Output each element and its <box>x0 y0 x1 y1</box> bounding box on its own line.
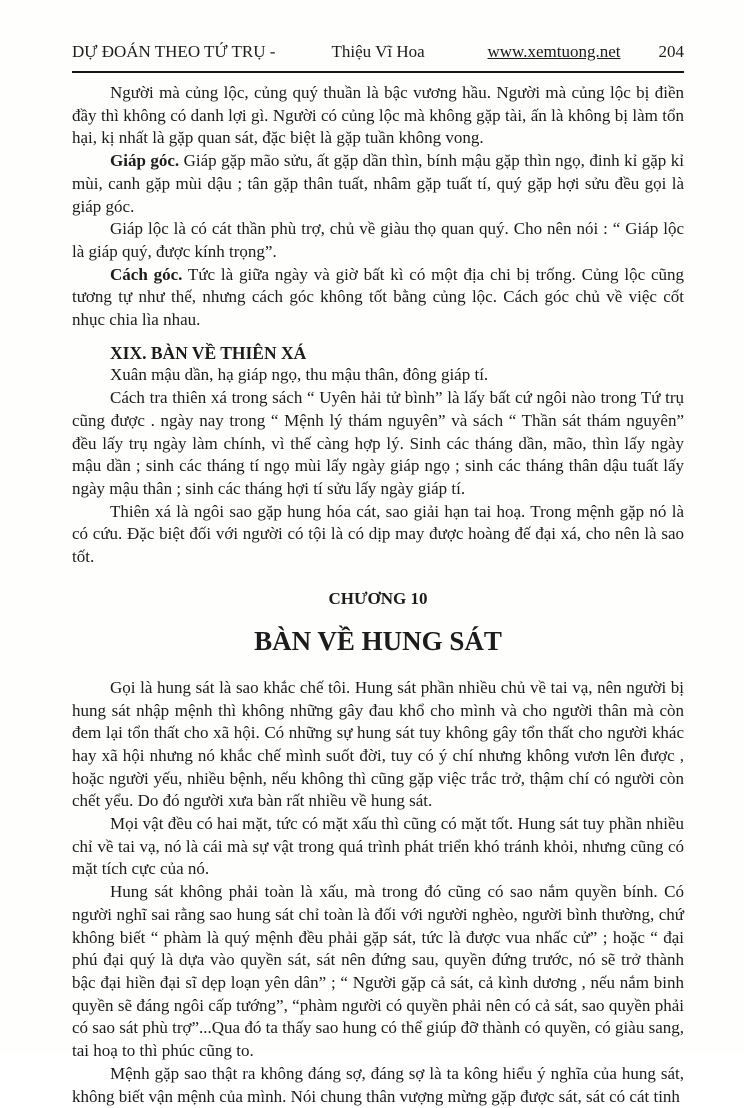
header-divider <box>72 71 684 73</box>
section-heading-thien-xa: XIX. BÀN VỀ THIÊN XÁ <box>110 342 307 363</box>
paragraph-giap-loc: Giáp lộc là có cát thần phù trợ, chủ về giàu thọ quan quý. Cho nên nói : “ Giáp lộc là giáp quý, được kính trọng”. <box>72 219 684 261</box>
paragraph-menh-gap: Mệnh gặp sao thật ra không đáng sợ, đáng sợ là ta kông hiểu ý nghĩa của hung sát, không biết vận mệnh của mình. Nói chung thân vượng mừng gặp được sát, sát có cát tinh <box>72 1063 684 1106</box>
paragraph-cung-loc: Người mà củng lộc, củng quý thuần là bậc vương hầu. Người mà củng lộc bị điền đầy thì không có danh lợi gì. Người có củng lộc mà không gặp tài, ấn là không bị làm tổn hại, kị nhất là gặp quan sát, đặc biệt là gặp tuần không vong. <box>72 83 684 148</box>
paragraph-cach-tra: Cách tra thiên xá trong sách “ Uyên hải tử bình” là lấy bất cứ ngôi nào trong Tứ trụ cũng được . ngày nay trong “ Mệnh lý thám nguyên” và sách “ Thần sát thám nguyên” đều lấy trụ ngày làm chính, vì thế càng hợp lý. Sinh các tháng dần, mão, thìn lấy ngày mậu dần ; sinh các tháng tí ngọ mùi lấy ngày giáp ngọ ; sinh các tháng thân dậu tuất lấy ngày mậu thân ; sinh các tháng hợi tí sửu lấy ngày giáp tí. <box>72 388 684 498</box>
paragraph-cach-goc <box>72 264 684 332</box>
page-header <box>72 42 684 62</box>
page-body <box>72 82 684 1108</box>
paragraph-lead-giap-goc: Giáp góc. <box>110 151 180 171</box>
paragraph-hung-sat-khong-phai: Hung sát không phải toàn là xấu, mà trong đó cũng có sao nắm quyền bính. Có người nghĩ sai rằng sao hung sát chỉ toàn là đối với người nghèo, người bình thường, chứ không biết “ phàm là quý mệnh đều phải gặp sát, tức là được vua nhấc cử” ; hoặc “ đại phú đại quý là dựa vào quyền sát, sát nên đứng sau, quyền đứng trước, nó sẽ trở thành bậc đại hiền đại sĩ dẹp loạn yên dân” ; “ Người gặp cả sát, cả kình dương , nếu nắm binh quyền sẽ đáng ngôi cấp tướng”, “phàm người có quyền phải nên có cả sát, sao quyền phải có sao sát phù trợ”...Qua đó ta thấy sao hung có thể giúp đỡ thành có quyền, có giàu sang, tai hoạ to thì phúc cũng to. <box>72 882 684 1061</box>
paragraph-xuan-mau-dan: Xuân mậu dần, hạ giáp ngọ, thu mậu thân, đông giáp tí. <box>110 365 489 385</box>
paragraph-lead-cach-goc: Cách góc. <box>110 264 183 284</box>
paragraph-thien-xa: Thiên xá là ngôi sao gặp hung hóa cát, sao giải hạn tai hoạ. Trong mệnh gặp nó là có cứu. Đặc biệt đối với người có tội là có dịp may được hoàng đế đại xá, cho nên là sao tốt. <box>72 501 684 567</box>
paragraph-giap-goc <box>72 150 684 218</box>
paragraph-goi-la-hung-sat: Gọi là hung sát là sao khắc chế tôi. Hung sát phần nhiều chủ về tai vạ, nên người bị hung sát nhập mệnh thì không những gây đau khổ cho mình và cho người thân mà còn đem lại tổn thất cho xã hội. Có những sự hung sát tuy không gây tổn thất cho người khác hay xã hội nhưng nó khắc chế mình suốt đời, tuy có ý chí nhưng không vươn lên được , hoặc người yếu, nhiều bệnh, nếu không thì cũng gặp việc trắc trở, thậm chí có người còn chết yểu. Do đó người xưa bàn rất nhiều về hung sát. <box>72 677 684 811</box>
chapter-title: BÀN VỀ HUNG SÁT <box>254 626 502 657</box>
paragraph-text-giap-goc: Giáp gặp mão sửu, ất gặp dần thìn, bính mậu gặp thìn ngọ, đinh kỉ gặp kỉ mùi, canh gặp mùi dậu ; tân gặp thân tuất, nhâm gặp tuất tí, quý gặp hợi sửu đều gọi là giáp góc. <box>72 151 684 216</box>
website-link[interactable]: www.xemtuong.net <box>487 42 621 61</box>
page-number: 204 <box>658 42 684 61</box>
book-title: DỰ ĐOÁN THEO TỨ TRỤ - <box>72 42 276 61</box>
author-name: Thiệu Vĩ Hoa <box>331 42 425 61</box>
chapter-label: CHƯƠNG 10 <box>328 588 428 608</box>
paragraph-text-cach-goc: Tức là giữa ngày và giờ bất kì có một địa chi bị trống. Củng lộc cũng tương tự như thế, nhưng cách góc không tốt bằng củng lộc. Cách góc chủ về việc cốt nhục chia lìa nhau. <box>72 264 684 330</box>
paragraph-moi-vat: Mọi vật đều có hai mặt, tức có mặt xấu thì cũng có mặt tốt. Hung sát tuy phần nhiều chỉ về tai vạ, nó là cái mà sự vật trong quá trình phát triển khó tránh khỏi, nhưng cũng có mặt tích cực của nó. <box>72 814 684 879</box>
